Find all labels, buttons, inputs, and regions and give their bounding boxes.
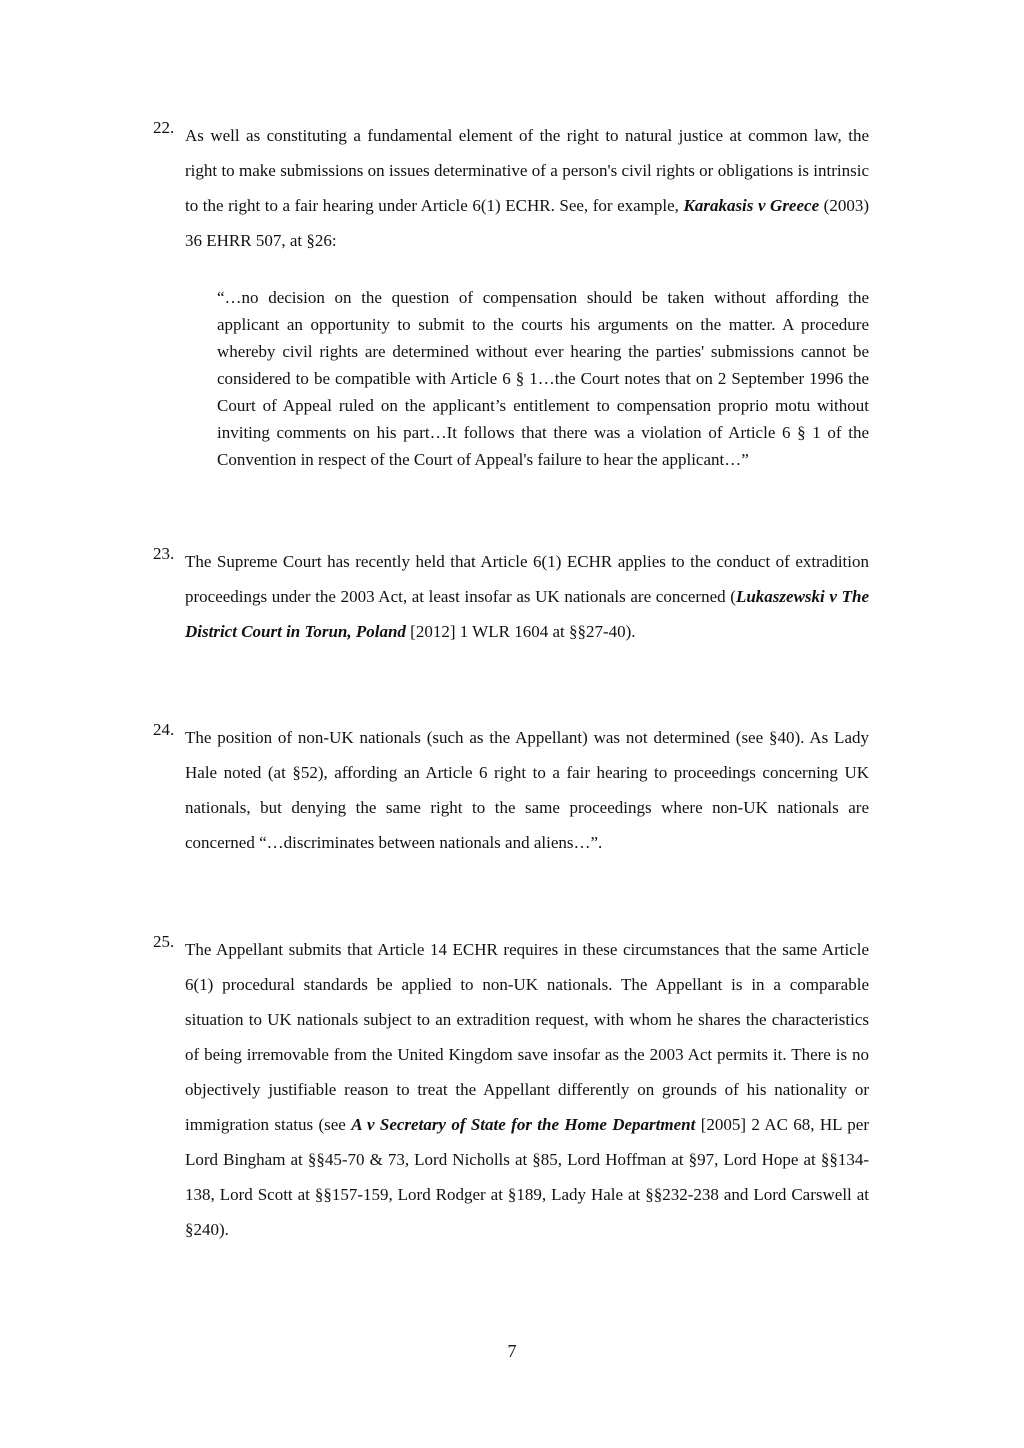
block-quote: “…no decision on the question of compensation should be taken without affording the applicant an opportunity to submit to the courts his arguments on the matter. A procedure whereby civil rights are determined without ever hearing the parties' submissions cannot be considered to be compatible with Article 6 § 1…the Court notes that on 2 September 1996 the Court of Appeal ruled on the applicant’s entitlement to compensation proprio motu without inviting comments on his part…It follows that there was a violation of Article 6 § 1 of the Convention in respect of the Court of Appeal's failure to hear the applicant…” xyxy=(217,288,869,469)
case-citation: A v Secretary of State for the Home Department xyxy=(351,1115,696,1134)
paragraph-number: 22. xyxy=(153,118,175,137)
paragraph-number: 23. xyxy=(153,544,175,563)
paragraph-text: As well as constituting a fundamental element of the right to natural justice at common law, the right to make submissions on issues determinative of a person's civil rights or obligations is intrinsic to the right to a fair hearing under Article 6(1) ECHR. See, for example, Karakasis v Greece (2003) 36 EHRR 507, at §26: xyxy=(185,126,869,250)
paragraph-23 xyxy=(153,544,869,649)
paragraph-22 xyxy=(153,118,869,258)
paragraph-24 xyxy=(153,720,869,860)
page-number: 7 xyxy=(507,1341,517,1361)
case-citation: Karakasis v Greece xyxy=(683,196,820,215)
paragraph-number: 25. xyxy=(153,932,175,951)
paragraph-25 xyxy=(153,932,869,1247)
paragraph-text: The Appellant submits that Article 14 ECHR requires in these circumstances that the same Article 6(1) procedural standards be applied to non-UK nationals. The Appellant is in a comparable situation to UK nationals subject to an extradition request, with whom he shares the characteristics of being irremovable from the United Kingdom save insofar as the 2003 Act permits it. There is no objectively justifiable reason to treat the Appellant differently on grounds of his nationality or immigration status (see A v Secretary of State for the Home Department [2005] 2 AC 68, HL per Lord Bingham at §§45-70 & 73, Lord Nicholls at §85, Lord Hoffman at §97, Lord Hope at §§134-138, Lord Scott at §§157-159, Lord Rodger at §189, Lady Hale at §§232-238 and Lord Carswell at §240). xyxy=(185,940,869,1239)
case-citation: Lukaszewski v The District Court in Torun, Poland xyxy=(185,587,869,641)
paragraph-number: 24. xyxy=(153,720,175,739)
paragraph-text: The position of non-UK nationals (such as the Appellant) was not determined (see §40). As Lady Hale noted (at §52), affording an Article 6 right to a fair hearing to proceedings concerning UK nationals, but denying the same right to the same proceedings where non-UK nationals are concerned “…discriminates between nationals and aliens…”. xyxy=(185,728,869,852)
paragraph-text: The Supreme Court has recently held that Article 6(1) ECHR applies to the conduct of extradition proceedings under the 2003 Act, at least insofar as UK nationals are concerned (Lukaszewski v The District Court in Torun, Poland [2012] 1 WLR 1604 at §§27-40). xyxy=(185,552,869,641)
